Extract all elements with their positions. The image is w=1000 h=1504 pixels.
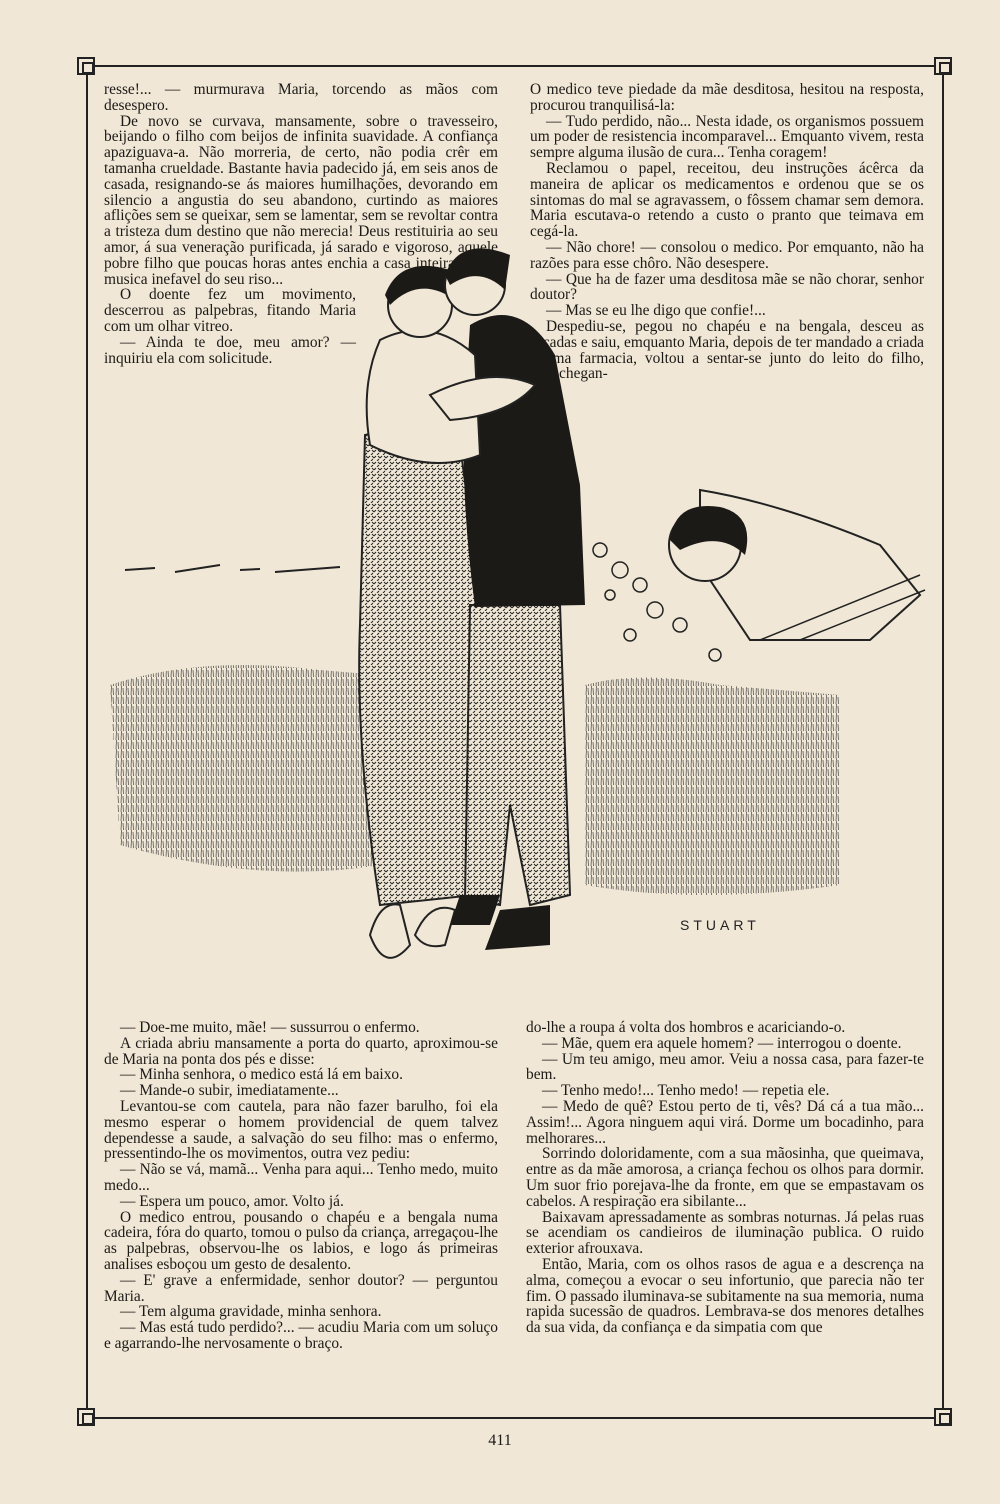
- column-bottom-right: [526, 1020, 924, 1336]
- frame-top-rule: [86, 65, 944, 67]
- paragraph: resse!... — murmurava Maria, torcendo as mãos com desespero.: [104, 81, 498, 114]
- paragraph: — Medo de quê? Estou perto de ti, vês? Dá cá a tua mão... Assim!... Agora ninguem aqui virá. Dorme um bocadinho, para melhorares...: [526, 1097, 924, 1147]
- grass-hatching: [110, 665, 380, 872]
- page-number: 411: [488, 1432, 512, 1449]
- horizon-dashes: [125, 565, 340, 572]
- paragraph: O medico teve piedade da mãe desditosa, hesitou na resposta, procurou tranquilisá-la:: [530, 81, 924, 114]
- frame-right-rule: [942, 66, 944, 1418]
- corner-ornament-top-right-icon: [934, 57, 952, 75]
- paragraph: Levantou-se com cautela, para não fazer barulho, foi ela mesmo esperar o homem providencial de quem talvez dependesse a saude, a salvação do seu filho: mas o enfermo, pressentindo-lhe os movimentos, outra vez pediu:: [104, 1097, 498, 1163]
- paragraph: — Não se vá, mamã... Venha para aqui... Tenho medo, muito medo...: [104, 1161, 498, 1194]
- man-trousers: [465, 605, 570, 905]
- column-top-right: [530, 82, 924, 382]
- paragraph: — Ainda te doe, meu amor? — inquiriu ela com solicitude.: [104, 333, 356, 367]
- corner-ornament-bottom-left-icon: [77, 1408, 95, 1426]
- paragraph: — Mas está tudo perdido?... — acudiu Maria com um soluço e agarrando-lhe nervosamente o braço.: [104, 1319, 498, 1352]
- artist-signature: STUART: [680, 917, 760, 933]
- paragraph: — Que ha de fazer uma desditosa mãe se não chorar, senhor doutor?: [530, 270, 924, 304]
- paragraph: — Mas se eu lhe digo que confie!...: [546, 302, 766, 320]
- paragraph: A criada abriu mansamente a porta do quarto, aproximou-se de Maria na ponta dos pés e disse:: [104, 1034, 498, 1068]
- paragraph: — Mande-o subir, imediatamente...: [120, 1082, 339, 1100]
- corner-ornament-bottom-right-icon: [934, 1408, 952, 1426]
- paragraph: Sorrindo doloridamente, com a sua mãosinha, que queimava, entre as da mãe amorosa, a criança fechou os olhos para dormir. Um suor frio porejava-lhe da fronte, em que se empastavam os cabelos. A respiração era sibilante...: [526, 1145, 924, 1210]
- frame-bottom-rule: [86, 1417, 944, 1419]
- paragraph: — Tem alguma gravidade, minha senhora.: [120, 1303, 382, 1321]
- paragraph: — Doe-me muito, mãe! — sussurrou o enfermo.: [120, 1019, 420, 1036]
- paragraph: Despediu-se, pegou no chapéu e na bengala, desceu as escadas e saiu, emquanto Maria, depois de ter mandado a criada a uma farmacia, voltou a sentar-se junto do leito do filho, aconchegan-: [530, 317, 925, 383]
- column-top-left: [104, 82, 498, 366]
- paragraph: — E' grave a enfermidade, senhor doutor? — perguntou Maria.: [104, 1271, 498, 1305]
- paragraph: De novo se curvava, mansamente, sobre o travesseiro, beijando o filho com beijos de infinita suavidade. A confiança apaziguava-a. Não morreria, de certo, não podia crêr em tamanha crueldade. Bastante havia padecido já, em seis anos de casada, resignando-se ás maiores humilhações, devorando em silencio a angustia do seu abandono, curtindo as maiores aflições sem se queixar, sem se lamentar, sem se revoltar contra a tristeza dum destino que não merecia! Deus restituiria ao seu amor, á sua veneração purificada, já sarado e vigoroso, aquele pobre filho que poucas horas antes enchia a casa inteira com a musica inefavel do seu riso...: [104, 112, 498, 288]
- paragraph: — Um teu amigo, meu amor. Veiu a nossa casa, para fazer-te bem.: [526, 1050, 924, 1084]
- corner-ornament-top-left-icon: [77, 57, 95, 75]
- paragraph: — Minha senhora, o medico está lá em baixo.: [120, 1066, 403, 1084]
- paragraph: — Mãe, quem era aquele homem? — interrogou o doente.: [542, 1034, 902, 1052]
- paragraph: do-lhe a roupa á volta dos hombros e acariciando-o.: [526, 1019, 846, 1036]
- paragraph: O medico entrou, pousando o chapéu e a bengala numa cadeira, fóra do quarto, tomou o pulso da criança, arregaçou-lhe as palpebras, observou-lhe os labios, e logo ás primeiras analises esboçou um gesto de desalento.: [104, 1208, 498, 1273]
- paragraph: — Espera um pouco, amor. Volto já.: [120, 1192, 344, 1210]
- paragraph: O doente fez um movimento, descerrou as palpebras, fitando Maria com um olhar vitreo.: [104, 286, 356, 335]
- paragraph: — Tudo perdido, não... Nesta idade, os organismos possuem um poder de resistencia incomparavel... Emquanto vivem, resta sempre alguma ilusão de cura... Tenha coragem!: [530, 112, 924, 162]
- paragraph: Reclamou o papel, receitou, deu instruções ácêrca da maneira de aplicar os medicamentos e ordenou que se os sintomas do mal se agravassem, o fôssem chamar sem demora. Maria escutava-o retendo a custo o pranto que teimava em cegá-la.: [530, 159, 924, 241]
- grass-hatching-right: [585, 678, 840, 896]
- column-bottom-left: [104, 1020, 498, 1352]
- paragraph: — Tenho medo!... Tenho medo! — repetia ele.: [542, 1082, 830, 1100]
- paragraph: — Não chore! — consolou o medico. Por emquanto, não ha razões para esse chôro. Não desespere.: [530, 238, 924, 272]
- woman-shoes: [370, 904, 455, 957]
- paragraph: Então, Maria, com os olhos rasos de agua e a descrença na alma, começou a evocar o seu infortunio, que parecia não ter fim. O passado iluminava-se subitamente na sua memoria, numa rapida sucessão de quadros. Lembrava-se dos menores detalhes da sua vida, da confiança e da simpatia com que: [526, 1255, 924, 1337]
- paragraph: Baixavam apressadamente as sombras noturnas. Já pelas ruas se acendiam os candieiros de iluminação publica. O ruido exterior afrouxava.: [526, 1208, 924, 1258]
